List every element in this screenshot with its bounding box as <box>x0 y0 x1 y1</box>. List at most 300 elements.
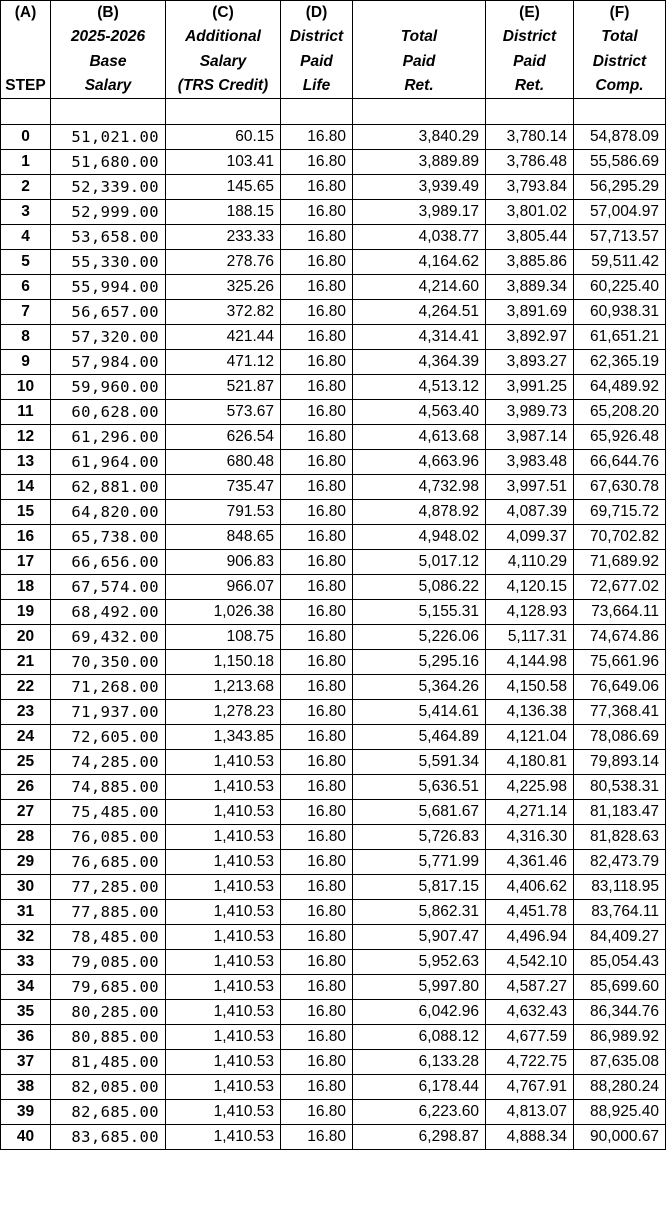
district-paid-ret-cell: 4,451.78 <box>486 900 574 925</box>
additional-salary-cell: 1,410.53 <box>166 925 281 950</box>
step-cell: 10 <box>1 375 51 400</box>
total-district-comp-cell: 67,630.78 <box>574 475 666 500</box>
base-salary-cell: 64,820.00 <box>51 500 166 525</box>
district-paid-ret-cell: 4,087.39 <box>486 500 574 525</box>
district-paid-ret-cell: 4,271.14 <box>486 800 574 825</box>
total-district-comp-cell: 57,004.97 <box>574 200 666 225</box>
district-paid-life-cell: 16.80 <box>281 850 353 875</box>
district-paid-life-cell: 16.80 <box>281 350 353 375</box>
total-paid-ret-cell: 5,952.63 <box>353 950 486 975</box>
district-paid-ret-cell: 4,888.34 <box>486 1125 574 1150</box>
total-paid-ret-cell: 4,732.98 <box>353 475 486 500</box>
district-paid-ret-cell: 4,225.98 <box>486 775 574 800</box>
total-district-comp-cell: 88,280.24 <box>574 1075 666 1100</box>
total-district-comp-cell: 60,225.40 <box>574 275 666 300</box>
district-paid-life-cell: 16.80 <box>281 375 353 400</box>
additional-salary-cell: 233.33 <box>166 225 281 250</box>
table-row <box>1 325 666 350</box>
district-paid-ret-cell: 4,120.15 <box>486 575 574 600</box>
base-salary-cell: 79,085.00 <box>51 950 166 975</box>
total-paid-ret-cell: 6,298.87 <box>353 1125 486 1150</box>
table-row <box>1 650 666 675</box>
total-paid-ret-cell: 4,613.68 <box>353 425 486 450</box>
total-paid-ret-cell: 5,681.67 <box>353 800 486 825</box>
total-district-comp-cell: 61,651.21 <box>574 325 666 350</box>
table-row <box>1 725 666 750</box>
total-paid-ret-cell: 5,464.89 <box>353 725 486 750</box>
additional-salary-cell: 1,278.23 <box>166 700 281 725</box>
total-district-comp-cell: 65,208.20 <box>574 400 666 425</box>
step-cell: 33 <box>1 950 51 975</box>
table-row <box>1 375 666 400</box>
total-district-comp-cell: 56,295.29 <box>574 175 666 200</box>
base-salary-cell: 76,685.00 <box>51 850 166 875</box>
total-paid-ret-cell: 5,726.83 <box>353 825 486 850</box>
base-salary-cell: 77,885.00 <box>51 900 166 925</box>
total-district-comp-cell: 78,086.69 <box>574 725 666 750</box>
total-district-comp-cell: 76,649.06 <box>574 675 666 700</box>
district-paid-ret-cell: 3,805.44 <box>486 225 574 250</box>
step-cell: 23 <box>1 700 51 725</box>
step-cell: 20 <box>1 625 51 650</box>
additional-salary-cell: 108.75 <box>166 625 281 650</box>
district-paid-life-cell: 16.80 <box>281 800 353 825</box>
base-salary-cell: 55,330.00 <box>51 250 166 275</box>
district-paid-life-cell: 16.80 <box>281 775 353 800</box>
district-paid-life-cell: 16.80 <box>281 425 353 450</box>
district-paid-ret-cell: 5,117.31 <box>486 625 574 650</box>
base-salary-cell: 74,885.00 <box>51 775 166 800</box>
district-paid-ret-cell: 4,767.91 <box>486 1075 574 1100</box>
district-paid-ret-cell: 4,316.30 <box>486 825 574 850</box>
district-paid-life-cell: 16.80 <box>281 950 353 975</box>
district-paid-life-cell: 16.80 <box>281 175 353 200</box>
district-paid-life-cell: 16.80 <box>281 600 353 625</box>
district-paid-ret-cell: 3,793.84 <box>486 175 574 200</box>
additional-salary-cell: 1,410.53 <box>166 875 281 900</box>
district-paid-ret-cell: 4,099.37 <box>486 525 574 550</box>
base-salary-cell: 74,285.00 <box>51 750 166 775</box>
total-district-comp-cell: 54,878.09 <box>574 125 666 150</box>
total-district-comp-cell: 86,989.92 <box>574 1025 666 1050</box>
table-row <box>1 775 666 800</box>
table-row <box>1 475 666 500</box>
additional-salary-cell: 1,213.68 <box>166 675 281 700</box>
total-district-comp-cell: 84,409.27 <box>574 925 666 950</box>
table-row <box>1 175 666 200</box>
district-paid-ret-cell: 3,786.48 <box>486 150 574 175</box>
total-paid-ret-cell: 5,295.16 <box>353 650 486 675</box>
additional-salary-cell: 1,410.53 <box>166 825 281 850</box>
step-cell: 15 <box>1 500 51 525</box>
base-salary-cell: 53,658.00 <box>51 225 166 250</box>
district-paid-ret-cell: 4,144.98 <box>486 650 574 675</box>
step-cell: 30 <box>1 875 51 900</box>
total-district-comp-cell: 90,000.67 <box>574 1125 666 1150</box>
total-paid-ret-cell: 4,663.96 <box>353 450 486 475</box>
base-salary-cell: 75,485.00 <box>51 800 166 825</box>
base-salary-cell: 52,999.00 <box>51 200 166 225</box>
district-paid-life-cell: 16.80 <box>281 550 353 575</box>
table-row <box>1 1075 666 1100</box>
step-cell: 8 <box>1 325 51 350</box>
district-paid-ret-cell: 4,406.62 <box>486 875 574 900</box>
total-paid-ret-cell: 5,086.22 <box>353 575 486 600</box>
district-paid-life-cell: 16.80 <box>281 1075 353 1100</box>
step-cell: 31 <box>1 900 51 925</box>
district-paid-ret-cell: 4,110.29 <box>486 550 574 575</box>
district-paid-life-cell: 16.80 <box>281 250 353 275</box>
additional-salary-cell: 421.44 <box>166 325 281 350</box>
total-district-comp-cell: 74,674.86 <box>574 625 666 650</box>
step-cell: 32 <box>1 925 51 950</box>
header-d-line3: Life <box>281 74 353 99</box>
header-f-line3: Comp. <box>574 74 666 99</box>
district-paid-ret-cell: 4,813.07 <box>486 1100 574 1125</box>
total-paid-ret-cell: 5,017.12 <box>353 550 486 575</box>
total-district-comp-cell: 55,586.69 <box>574 150 666 175</box>
total-paid-ret-cell: 6,042.96 <box>353 1000 486 1025</box>
district-paid-ret-cell: 4,587.27 <box>486 975 574 1000</box>
step-cell: 12 <box>1 425 51 450</box>
total-district-comp-cell: 57,713.57 <box>574 225 666 250</box>
step-cell: 24 <box>1 725 51 750</box>
step-cell: 19 <box>1 600 51 625</box>
table-row <box>1 1000 666 1025</box>
additional-salary-cell: 1,410.53 <box>166 750 281 775</box>
step-cell: 37 <box>1 1050 51 1075</box>
step-cell: 29 <box>1 850 51 875</box>
table-row <box>1 275 666 300</box>
header-b-line2: Base <box>51 50 166 75</box>
additional-salary-cell: 573.67 <box>166 400 281 425</box>
district-paid-ret-cell: 3,891.69 <box>486 300 574 325</box>
district-paid-life-cell: 16.80 <box>281 525 353 550</box>
step-cell: 13 <box>1 450 51 475</box>
base-salary-cell: 80,885.00 <box>51 1025 166 1050</box>
additional-salary-cell: 680.48 <box>166 450 281 475</box>
additional-salary-cell: 1,410.53 <box>166 950 281 975</box>
base-salary-cell: 56,657.00 <box>51 300 166 325</box>
total-district-comp-cell: 64,489.92 <box>574 375 666 400</box>
total-district-comp-cell: 60,938.31 <box>574 300 666 325</box>
district-paid-ret-cell: 3,997.51 <box>486 475 574 500</box>
additional-salary-cell: 1,410.53 <box>166 1050 281 1075</box>
total-district-comp-cell: 73,664.11 <box>574 600 666 625</box>
base-salary-cell: 71,268.00 <box>51 675 166 700</box>
total-district-comp-cell: 71,689.92 <box>574 550 666 575</box>
table-row <box>1 900 666 925</box>
step-cell: 16 <box>1 525 51 550</box>
header-step-blank-2 <box>1 50 51 75</box>
header-d-line2: Paid <box>281 50 353 75</box>
base-salary-cell: 68,492.00 <box>51 600 166 625</box>
additional-salary-cell: 626.54 <box>166 425 281 450</box>
total-paid-ret-cell: 5,817.15 <box>353 875 486 900</box>
total-district-comp-cell: 70,702.82 <box>574 525 666 550</box>
total-district-comp-cell: 69,715.72 <box>574 500 666 525</box>
district-paid-life-cell: 16.80 <box>281 475 353 500</box>
step-cell: 35 <box>1 1000 51 1025</box>
additional-salary-cell: 735.47 <box>166 475 281 500</box>
total-paid-ret-cell: 5,226.06 <box>353 625 486 650</box>
total-paid-ret-cell: 4,038.77 <box>353 225 486 250</box>
base-salary-cell: 65,738.00 <box>51 525 166 550</box>
column-letter-c: (C) <box>166 1 281 26</box>
column-letter-d: (D) <box>281 1 353 26</box>
total-district-comp-cell: 62,365.19 <box>574 350 666 375</box>
step-cell: 39 <box>1 1100 51 1125</box>
additional-salary-cell: 188.15 <box>166 200 281 225</box>
step-cell: 14 <box>1 475 51 500</box>
district-paid-life-cell: 16.80 <box>281 275 353 300</box>
total-paid-ret-cell: 4,948.02 <box>353 525 486 550</box>
district-paid-life-cell: 16.80 <box>281 975 353 1000</box>
header-row-2 <box>1 50 666 75</box>
header-f-line2: District <box>574 50 666 75</box>
column-letter-row <box>1 1 666 26</box>
total-paid-ret-cell: 5,636.51 <box>353 775 486 800</box>
district-paid-life-cell: 16.80 <box>281 225 353 250</box>
total-paid-ret-cell: 4,563.40 <box>353 400 486 425</box>
table-row <box>1 400 666 425</box>
district-paid-life-cell: 16.80 <box>281 725 353 750</box>
district-paid-life-cell: 16.80 <box>281 825 353 850</box>
district-paid-life-cell: 16.80 <box>281 875 353 900</box>
base-salary-cell: 83,685.00 <box>51 1125 166 1150</box>
district-paid-life-cell: 16.80 <box>281 575 353 600</box>
district-paid-ret-cell: 3,889.34 <box>486 275 574 300</box>
district-paid-ret-cell: 4,722.75 <box>486 1050 574 1075</box>
total-paid-ret-cell: 4,513.12 <box>353 375 486 400</box>
spacer-cell <box>486 99 574 125</box>
total-paid-ret-cell: 3,840.29 <box>353 125 486 150</box>
district-paid-life-cell: 16.80 <box>281 1125 353 1150</box>
table-row <box>1 525 666 550</box>
total-paid-ret-cell: 6,223.60 <box>353 1100 486 1125</box>
column-letter-a: (A) <box>1 1 51 26</box>
step-cell: 38 <box>1 1075 51 1100</box>
total-district-comp-cell: 79,893.14 <box>574 750 666 775</box>
additional-salary-cell: 60.15 <box>166 125 281 150</box>
table-row <box>1 875 666 900</box>
total-paid-ret-cell: 4,214.60 <box>353 275 486 300</box>
total-district-comp-cell: 85,699.60 <box>574 975 666 1000</box>
base-salary-cell: 77,285.00 <box>51 875 166 900</box>
base-salary-cell: 62,881.00 <box>51 475 166 500</box>
additional-salary-cell: 1,410.53 <box>166 1000 281 1025</box>
header-d-line1: District <box>281 25 353 50</box>
table-row <box>1 125 666 150</box>
additional-salary-cell: 906.83 <box>166 550 281 575</box>
district-paid-ret-cell: 3,991.25 <box>486 375 574 400</box>
step-cell: 6 <box>1 275 51 300</box>
additional-salary-cell: 278.76 <box>166 250 281 275</box>
district-paid-ret-cell: 3,983.48 <box>486 450 574 475</box>
table-row <box>1 925 666 950</box>
total-paid-ret-cell: 5,862.31 <box>353 900 486 925</box>
base-salary-cell: 69,432.00 <box>51 625 166 650</box>
total-district-comp-cell: 80,538.31 <box>574 775 666 800</box>
header-c-line2: Salary <box>166 50 281 75</box>
total-district-comp-cell: 87,635.08 <box>574 1050 666 1075</box>
district-paid-life-cell: 16.80 <box>281 1000 353 1025</box>
additional-salary-cell: 1,410.53 <box>166 800 281 825</box>
district-paid-ret-cell: 3,987.14 <box>486 425 574 450</box>
additional-salary-cell: 1,410.53 <box>166 1125 281 1150</box>
district-paid-ret-cell: 4,677.59 <box>486 1025 574 1050</box>
table-row <box>1 800 666 825</box>
total-district-comp-cell: 81,183.47 <box>574 800 666 825</box>
base-salary-cell: 66,656.00 <box>51 550 166 575</box>
step-cell: 1 <box>1 150 51 175</box>
table-row <box>1 450 666 475</box>
table-row <box>1 575 666 600</box>
additional-salary-cell: 521.87 <box>166 375 281 400</box>
additional-salary-cell: 1,410.53 <box>166 1100 281 1125</box>
header-b-line3: Salary <box>51 74 166 99</box>
district-paid-ret-cell: 4,632.43 <box>486 1000 574 1025</box>
additional-salary-cell: 1,410.53 <box>166 975 281 1000</box>
district-paid-ret-cell: 4,361.46 <box>486 850 574 875</box>
district-paid-life-cell: 16.80 <box>281 675 353 700</box>
step-cell: 0 <box>1 125 51 150</box>
spacer-cell <box>574 99 666 125</box>
step-cell: 3 <box>1 200 51 225</box>
total-district-comp-cell: 59,511.42 <box>574 250 666 275</box>
table-row <box>1 150 666 175</box>
base-salary-cell: 60,628.00 <box>51 400 166 425</box>
total-district-comp-cell: 86,344.76 <box>574 1000 666 1025</box>
header-total-ret-line1: Total <box>353 25 486 50</box>
additional-salary-cell: 145.65 <box>166 175 281 200</box>
additional-salary-cell: 103.41 <box>166 150 281 175</box>
additional-salary-cell: 791.53 <box>166 500 281 525</box>
additional-salary-cell: 848.65 <box>166 525 281 550</box>
district-paid-ret-cell: 3,801.02 <box>486 200 574 225</box>
district-paid-ret-cell: 3,893.27 <box>486 350 574 375</box>
district-paid-life-cell: 16.80 <box>281 450 353 475</box>
header-e-line1: District <box>486 25 574 50</box>
district-paid-life-cell: 16.80 <box>281 125 353 150</box>
district-paid-life-cell: 16.80 <box>281 1100 353 1125</box>
step-cell: 22 <box>1 675 51 700</box>
table-row <box>1 200 666 225</box>
district-paid-ret-cell: 4,180.81 <box>486 750 574 775</box>
total-paid-ret-cell: 6,133.28 <box>353 1050 486 1075</box>
header-total-ret-line2: Paid <box>353 50 486 75</box>
additional-salary-cell: 1,150.18 <box>166 650 281 675</box>
header-total-ret-line3: Ret. <box>353 74 486 99</box>
spacer-cell <box>1 99 51 125</box>
total-paid-ret-cell: 4,164.62 <box>353 250 486 275</box>
district-paid-ret-cell: 3,989.73 <box>486 400 574 425</box>
table-row <box>1 250 666 275</box>
table-row <box>1 1025 666 1050</box>
base-salary-cell: 51,021.00 <box>51 125 166 150</box>
base-salary-cell: 70,350.00 <box>51 650 166 675</box>
base-salary-cell: 76,085.00 <box>51 825 166 850</box>
step-cell: 40 <box>1 1125 51 1150</box>
step-cell: 27 <box>1 800 51 825</box>
total-paid-ret-cell: 5,997.80 <box>353 975 486 1000</box>
header-step: STEP <box>1 74 51 99</box>
district-paid-life-cell: 16.80 <box>281 900 353 925</box>
total-paid-ret-cell: 5,907.47 <box>353 925 486 950</box>
step-cell: 7 <box>1 300 51 325</box>
table-row <box>1 625 666 650</box>
table-row <box>1 225 666 250</box>
header-step-blank <box>1 25 51 50</box>
step-cell: 26 <box>1 775 51 800</box>
district-paid-ret-cell: 4,150.58 <box>486 675 574 700</box>
base-salary-cell: 52,339.00 <box>51 175 166 200</box>
additional-salary-cell: 1,410.53 <box>166 775 281 800</box>
base-salary-cell: 51,680.00 <box>51 150 166 175</box>
table-row <box>1 1125 666 1150</box>
additional-salary-cell: 1,026.38 <box>166 600 281 625</box>
spacer-cell <box>166 99 281 125</box>
total-paid-ret-cell: 4,364.39 <box>353 350 486 375</box>
total-district-comp-cell: 85,054.43 <box>574 950 666 975</box>
spacer-cell <box>51 99 166 125</box>
total-paid-ret-cell: 5,591.34 <box>353 750 486 775</box>
spacer-cell <box>353 99 486 125</box>
header-b-line1: 2025-2026 <box>51 25 166 50</box>
district-paid-life-cell: 16.80 <box>281 625 353 650</box>
base-salary-cell: 57,320.00 <box>51 325 166 350</box>
total-district-comp-cell: 83,118.95 <box>574 875 666 900</box>
district-paid-life-cell: 16.80 <box>281 150 353 175</box>
step-cell: 11 <box>1 400 51 425</box>
additional-salary-cell: 966.07 <box>166 575 281 600</box>
total-paid-ret-cell: 5,364.26 <box>353 675 486 700</box>
spacer-cell <box>281 99 353 125</box>
table-row <box>1 550 666 575</box>
total-paid-ret-cell: 6,178.44 <box>353 1075 486 1100</box>
district-paid-life-cell: 16.80 <box>281 200 353 225</box>
district-paid-life-cell: 16.80 <box>281 650 353 675</box>
base-salary-cell: 61,964.00 <box>51 450 166 475</box>
additional-salary-cell: 325.26 <box>166 275 281 300</box>
base-salary-cell: 59,960.00 <box>51 375 166 400</box>
total-district-comp-cell: 72,677.02 <box>574 575 666 600</box>
step-cell: 36 <box>1 1025 51 1050</box>
total-district-comp-cell: 83,764.11 <box>574 900 666 925</box>
header-c-line1: Additional <box>166 25 281 50</box>
table-row <box>1 425 666 450</box>
step-cell: 34 <box>1 975 51 1000</box>
base-salary-cell: 81,485.00 <box>51 1050 166 1075</box>
table-row <box>1 600 666 625</box>
total-paid-ret-cell: 5,771.99 <box>353 850 486 875</box>
header-row-3 <box>1 74 666 99</box>
header-f-line1: Total <box>574 25 666 50</box>
header-e-line3: Ret. <box>486 74 574 99</box>
step-cell: 4 <box>1 225 51 250</box>
district-paid-ret-cell: 4,542.10 <box>486 950 574 975</box>
table-row <box>1 1100 666 1125</box>
additional-salary-cell: 372.82 <box>166 300 281 325</box>
district-paid-life-cell: 16.80 <box>281 300 353 325</box>
district-paid-ret-cell: 4,128.93 <box>486 600 574 625</box>
total-paid-ret-cell: 4,878.92 <box>353 500 486 525</box>
district-paid-life-cell: 16.80 <box>281 500 353 525</box>
base-salary-cell: 71,937.00 <box>51 700 166 725</box>
table-row <box>1 350 666 375</box>
total-paid-ret-cell: 5,155.31 <box>353 600 486 625</box>
additional-salary-cell: 471.12 <box>166 350 281 375</box>
